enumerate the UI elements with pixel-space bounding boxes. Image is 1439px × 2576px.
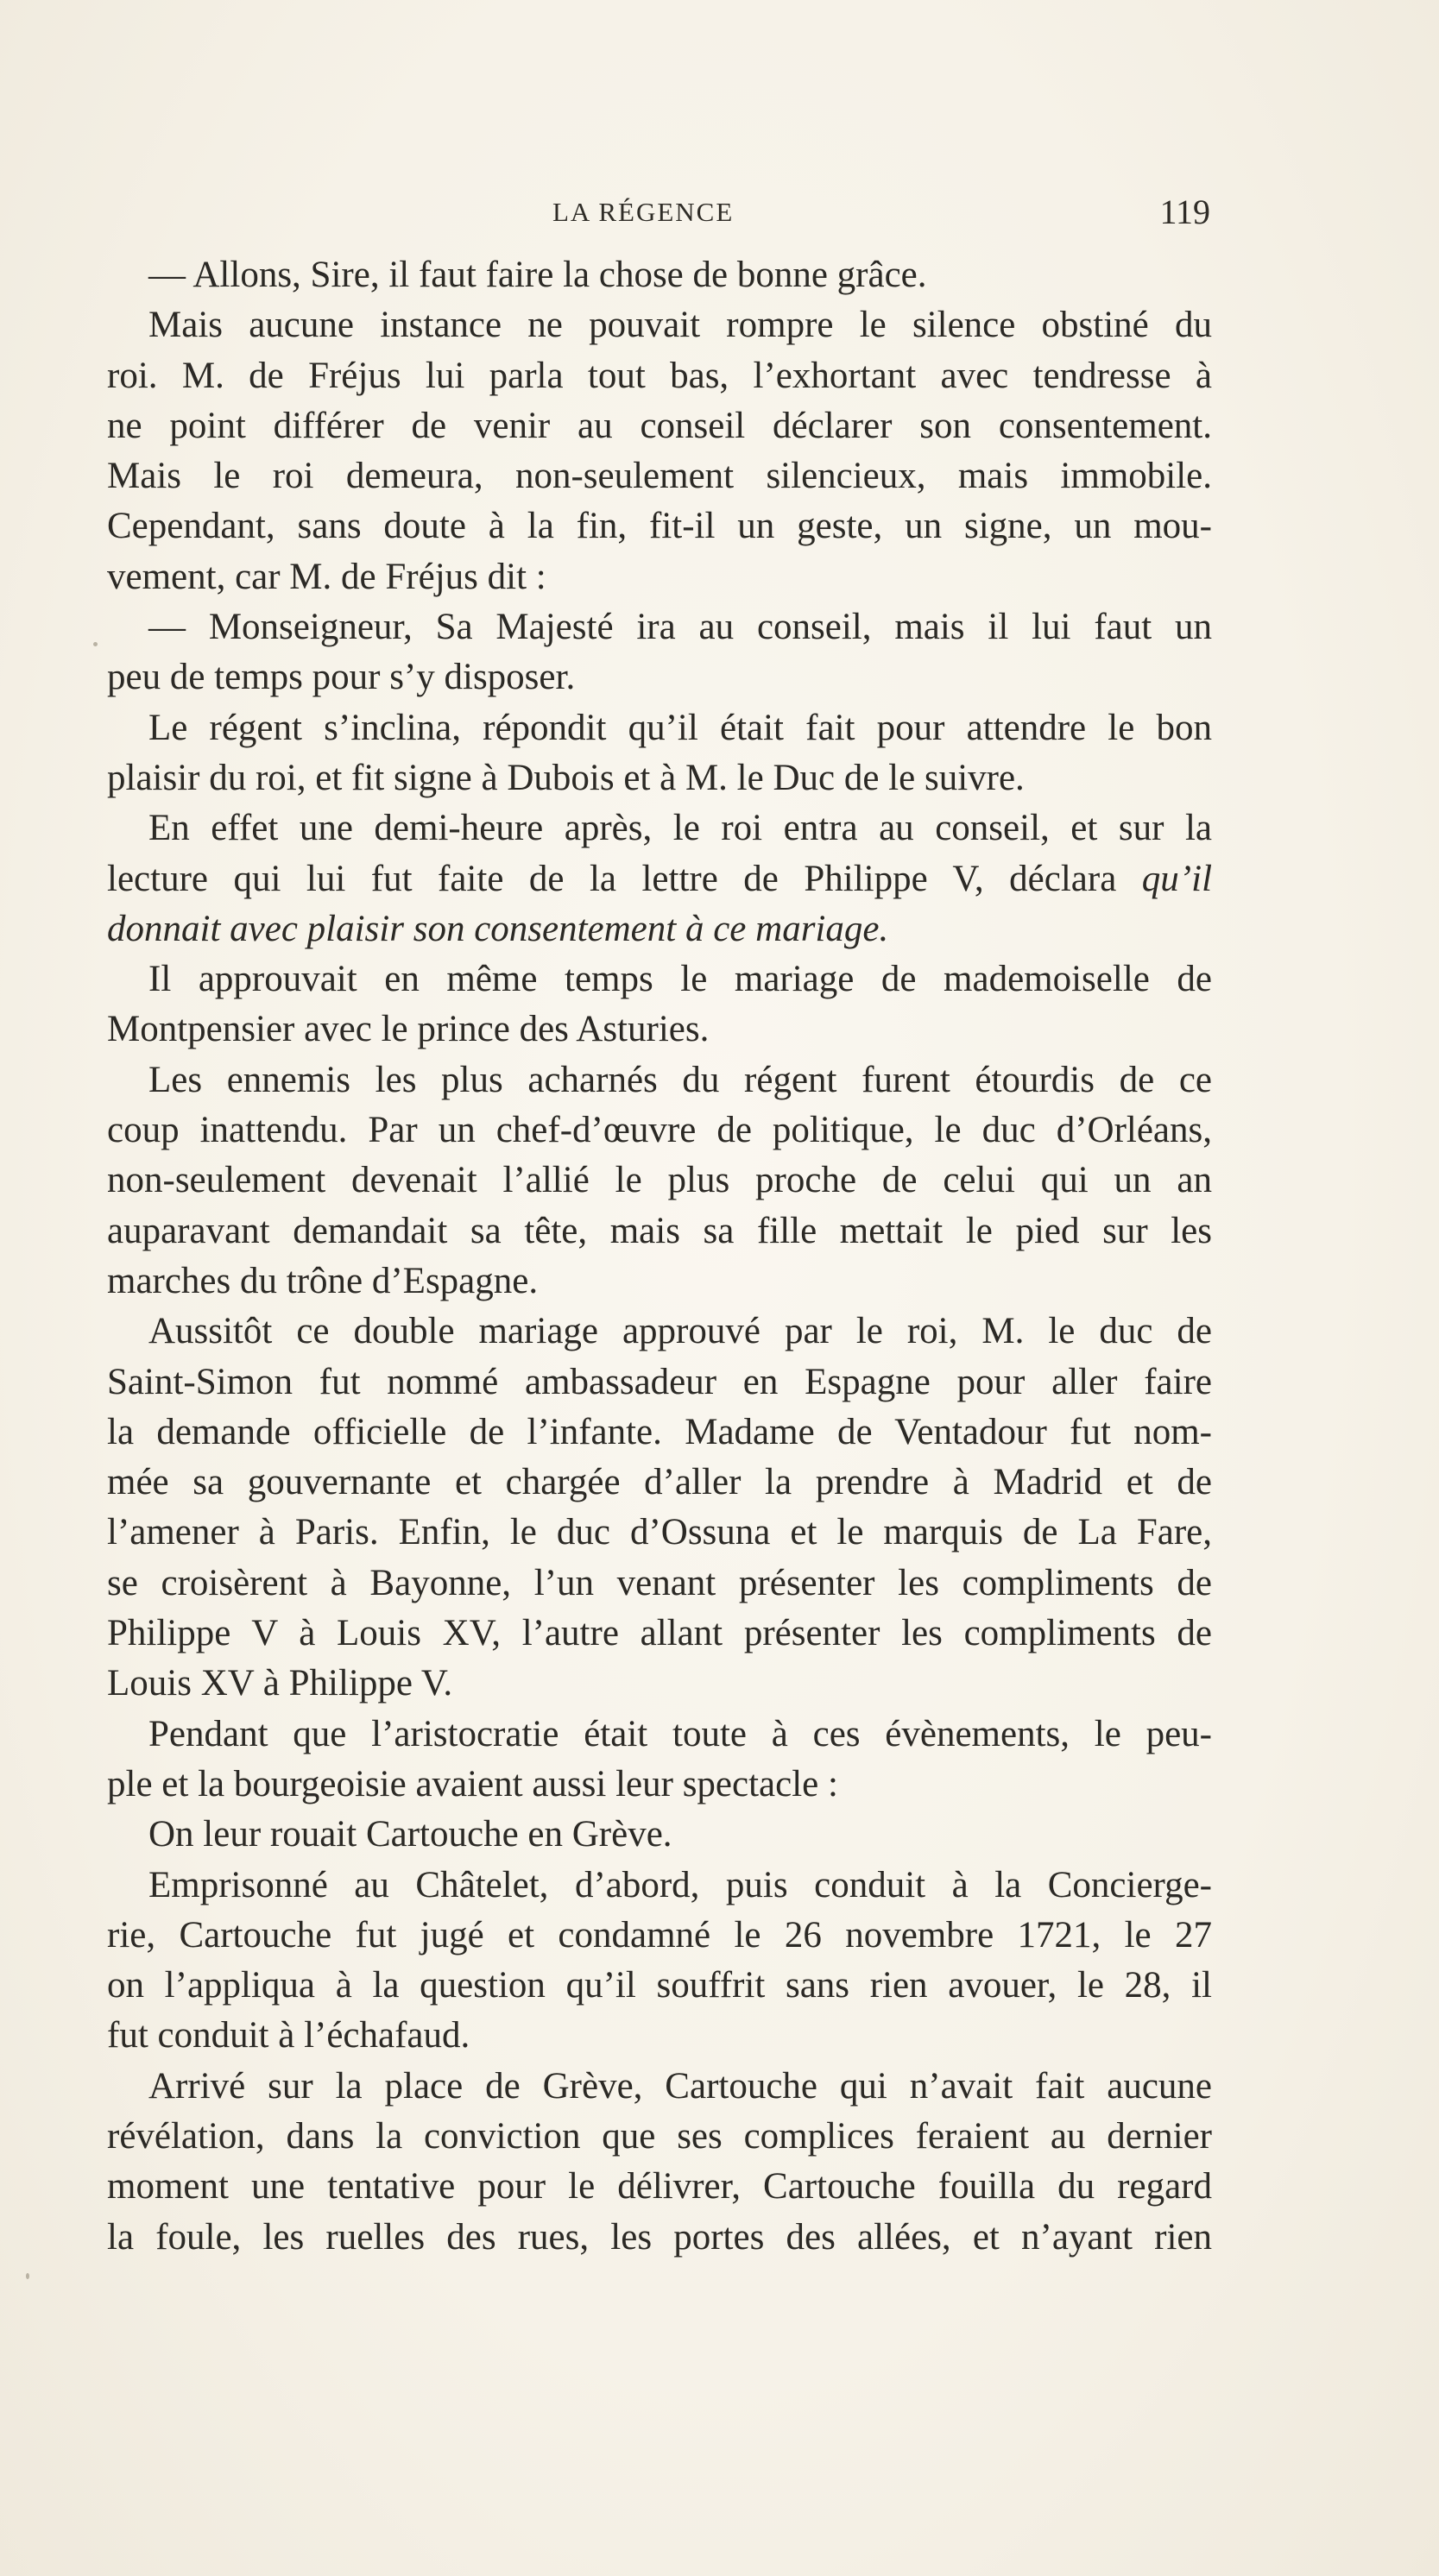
text-line: non-seulement devenait l’allié le plus proche de celui qui un an: [107, 1160, 1212, 1201]
text-line: rie, Cartouche fut jugé et condamné le 26 novembre 1721, le 27: [107, 1914, 1212, 1956]
text-line: moment une tentative pour le délivrer, Cartouche fouilla du regard: [107, 2166, 1212, 2208]
text-line: On leur rouait Cartouche en Grève.: [148, 1814, 672, 1855]
text-line: [107, 904, 1212, 954]
text-segment: lecture qui lui fut faite de la lettre de Philippe V, déclara: [107, 858, 1117, 899]
page-number: 119: [1159, 192, 1210, 231]
body-text: [107, 250, 1212, 2263]
text-line: roi. M. de Fréjus lui parla tout bas, l’exhortant avec tendresse à: [107, 355, 1212, 396]
text-line: Les ennemis les plus acharnés du régent furent étourdis de ce: [148, 1059, 1212, 1100]
text-line: Aussitôt ce double mariage approuvé par le roi, M. le duc de: [148, 1311, 1212, 1352]
text-line: [107, 854, 1212, 904]
text-line: Arrivé sur la place de Grève, Cartouche qui n’avait fait aucune: [148, 2065, 1212, 2107]
text-line: se croisèrent à Bayonne, l’un venant présenter les compliments de: [107, 1562, 1212, 1603]
text-line: Mais le roi demeura, non-seulement silencieux, mais immobile.: [107, 456, 1212, 497]
text-line: marches du trône d’Espagne.: [107, 1260, 539, 1301]
paper-speck: [93, 642, 98, 646]
text-line: auparavant demandait sa tête, mais sa fille mettait le pied sur les: [107, 1210, 1212, 1251]
text-line: En effet une demi-heure après, le roi entra au conseil, et sur la: [148, 808, 1212, 849]
text-line: révélation, dans la conviction que ses complices feraient au dernier: [107, 2115, 1212, 2157]
text-line: Il approuvait en même temps le mariage de mademoiselle de: [148, 959, 1212, 1000]
text-line: vement, car M. de Fréjus dit :: [107, 556, 546, 597]
text-line: mée sa gouvernante et chargée d’aller la prendre à Madrid et de: [107, 1462, 1212, 1503]
text-line: Louis XV à Philippe V.: [107, 1663, 453, 1704]
text-line: on l’appliqua à la question qu’il souffrit sans rien avouer, le 28, il: [107, 1965, 1212, 2006]
text-line: — Monseigneur, Sa Majesté ira au conseil, mais il lui faut un: [148, 607, 1212, 648]
italic-line: donnait avec plaisir son consentement à ce mariage.: [107, 908, 889, 949]
text-line: peu de temps pour s’y disposer.: [107, 657, 576, 698]
text-line: la demande officielle de l’infante. Madame de Ventadour fut nom-: [107, 1411, 1212, 1452]
text-line: fut conduit à l’échafaud.: [107, 2015, 470, 2056]
text-line: Emprisonné au Châtelet, d’abord, puis conduit à la Concierge-: [148, 1864, 1212, 1905]
text-line: ne point différer de venir au conseil déclarer son consentement.: [107, 405, 1212, 446]
text-line: coup inattendu. Par un chef-d’œuvre de politique, le duc d’Orléans,: [107, 1110, 1212, 1151]
text-line: Mais aucune instance ne pouvait rompre le silence obstiné du: [148, 305, 1212, 346]
text-line: la foule, les ruelles des rues, les portes des allées, et n’ayant rien: [107, 2216, 1212, 2258]
text-line: Le régent s’inclina, répondit qu’il était fait pour attendre le bon: [148, 707, 1212, 748]
text-line: Pendant que l’aristocratie était toute à ces évènements, le peu-: [148, 1713, 1212, 1754]
paper-speck: [26, 2273, 29, 2279]
text-line: plaisir du roi, et fit signe à Dubois et à M. le Duc de le suivre.: [107, 757, 1025, 798]
text-line: ple et la bourgeoisie avaient aussi leur spectacle :: [107, 1763, 838, 1804]
text-line: Philippe V à Louis XV, l’autre allant présenter les compliments de: [107, 1613, 1212, 1654]
text-line: Montpensier avec le prince des Asturies.: [107, 1009, 710, 1050]
text-line: Saint-Simon fut nommé ambassadeur en Espagne pour aller faire: [107, 1361, 1212, 1402]
text-line: — Allons, Sire, il faut faire la chose de bonne grâce.: [148, 255, 927, 295]
text-line: Cependant, sans doute à la fin, fit-il un geste, un signe, un mou-: [107, 506, 1212, 547]
running-header: LA RÉGENCE: [552, 197, 735, 227]
text-line: l’amener à Paris. Enfin, le duc d’Ossuna et le marquis de La Fare,: [107, 1512, 1212, 1553]
italic-segment: qu’il: [1141, 858, 1212, 899]
